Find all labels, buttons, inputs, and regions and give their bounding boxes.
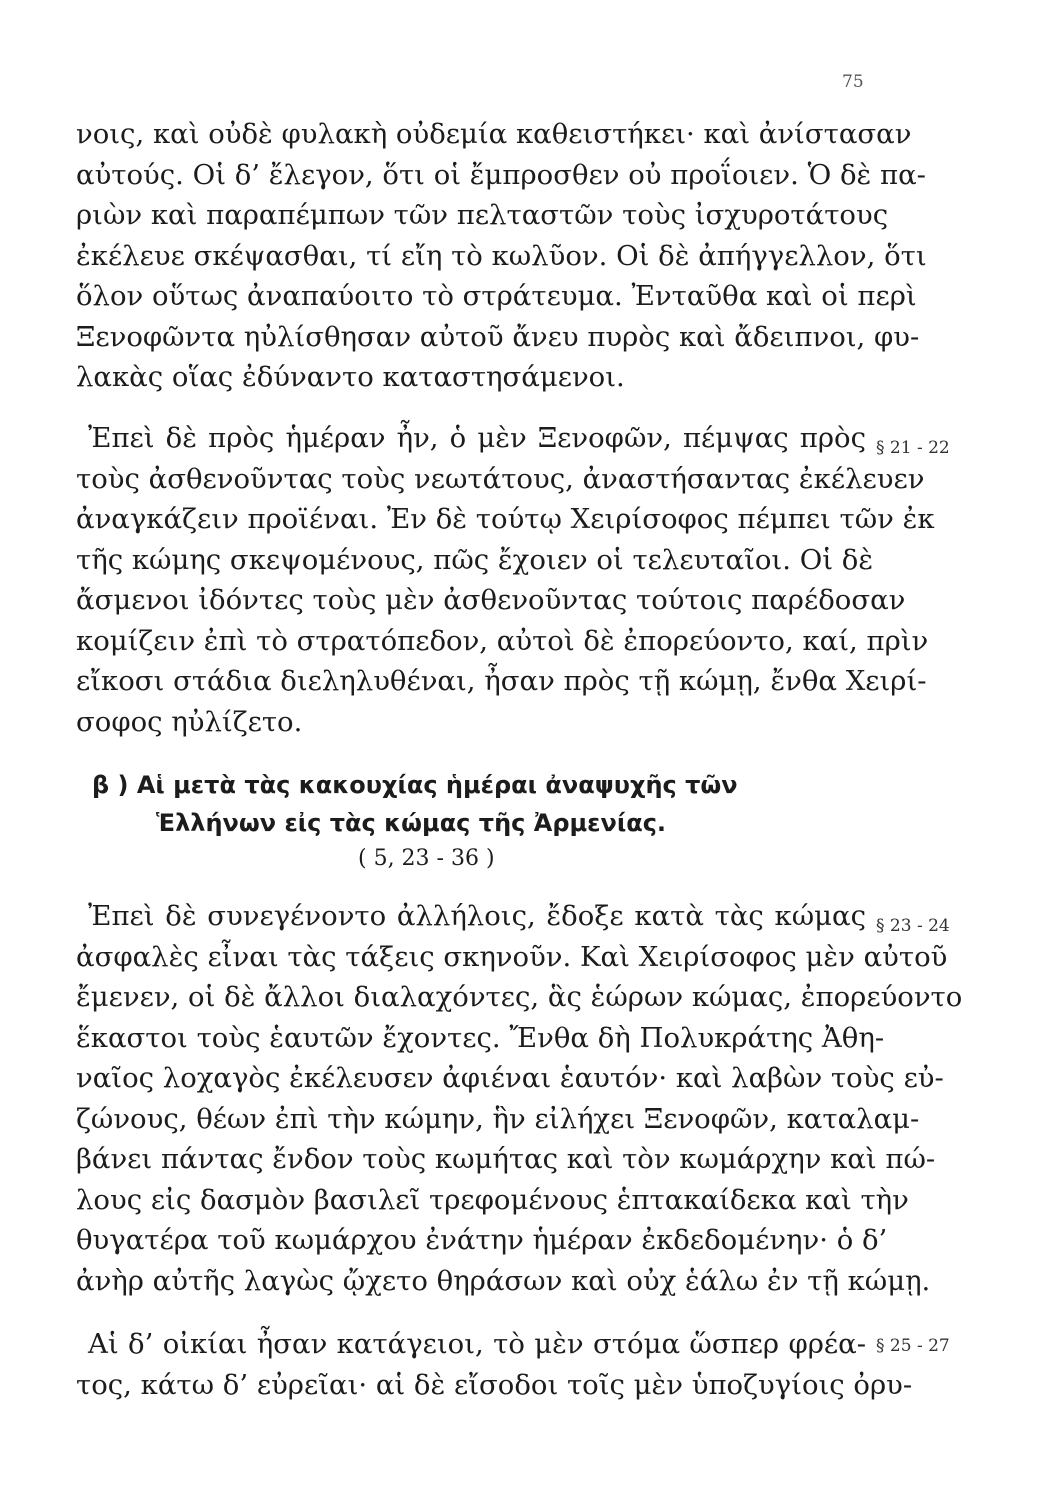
text-line: ἀσφαλὲς εἶναι τὰς τάξεις σκηνοῦν. Καὶ Χειρίσοφος μὲν αὐτοῦ — [76, 940, 948, 973]
text-line: ἐκέλευε σκέψασθαι, τί εἴη τὸ κωλῦον. Οἱ δὲ ἀπήγγελλον, ὅτι — [76, 239, 927, 272]
text-line: ἕκαστοι τοὺς ἑαυτῶν ἔχοντες. Ἔνθα δὴ Πολυκράτης Ἀθη- — [76, 1021, 885, 1054]
text-line: λακὰς οἵας ἐδύναντο καταστησάμενοι. — [76, 361, 625, 393]
margin-note: § 21 - 22 — [876, 438, 950, 458]
text-line: θυγατέρα τοῦ κωμάρχου ἐνάτην ἡμέραν ἐκδεδομένην· ὁ δ’ — [76, 1224, 888, 1256]
text-line: σοφος ηὐλίζετο. — [76, 705, 303, 738]
text-line: νοις, καὶ οὐδὲ φυλακὴ οὐδεμία καθειστήκει· καὶ ἀνίστασαν — [76, 118, 912, 150]
text-line: ριὼν καὶ παραπέμπων τῶν πελταστῶν τοὺς ἰσχυροτάτους — [76, 199, 889, 231]
paragraph-1 — [76, 114, 927, 398]
text-line: ἀναγκάζειν προϊέναι. Ἐν δὲ τούτῳ Χειρίσοφος πέμπει τῶν ἐκ — [76, 503, 935, 535]
text-line: Αἱ δ’ οἰκίαι ἦσαν κατάγειοι, τὸ μὲν στόμα ὥσπερ φρέα- — [88, 1328, 866, 1360]
margin-note: § 25 - 27 — [876, 1336, 950, 1356]
text-line: βάνει πάντας ἔνδον τοὺς κωμήτας καὶ τὸν κωμάρχην καὶ πώ- — [76, 1143, 936, 1175]
text-line: εἴκοσι στάδια διεληλυθέναι, ἦσαν πρὸς τῇ κώμῃ, ἔνθα Χειρί- — [76, 665, 927, 697]
section-heading-line: β ) Αἱ μετὰ τὰς κακουχίας ἡμέραι ἀναψυχῆς τῶν — [92, 771, 738, 799]
text-line: αὐτούς. Οἱ δ’ ἔλεγον, ὅτι οἱ ἔμπροσθεν οὐ προΐοιεν. Ὁ δὲ πα- — [76, 158, 926, 191]
text-line: ἀνὴρ αὐτῆς λαγὼς ᾤχετο θηράσων καὶ οὐχ ἑάλω ἐν τῇ κώμῃ. — [76, 1264, 931, 1297]
text-line: Ἐπεὶ δὲ συνεγένοντο ἀλλήλοις, ἔδοξε κατὰ τὰς κώμας — [88, 900, 866, 932]
text-line: ζώνους, θέων ἐπὶ τὴν κώμην, ἣν εἰλήχει Ξενοφῶν, καταλαμ- — [76, 1102, 920, 1135]
text-line: τοὺς ἀσθενοῦντας τοὺς νεωτάτους, ἀναστήσαντας ἐκέλευεν — [76, 462, 925, 495]
text-line: Ἐπεὶ δὲ πρὸς ἡμέραν ἦν, ὁ μὲν Ξενοφῶν, πέμψας πρὸς — [88, 422, 866, 454]
text-line: λους εἰς δασμὸν βασιλεῖ τρεφομένους ἑπτακαίδεκα καὶ τὴν — [76, 1183, 909, 1216]
text-line: ὅλον οὕτως ἀναπαύοιτο τὸ στράτευμα. Ἐνταῦθα καὶ οἱ περὶ — [76, 280, 917, 312]
text-line: ναῖος λοχαγὸς ἐκέλευσεν ἀφιέναι ἑαυτόν· καὶ λαβὼν τοὺς εὐ- — [76, 1062, 944, 1094]
section-reference: ( 5, 23 - 36 ) — [358, 846, 495, 871]
text-line: τῆς κώμης σκεψομένους, πῶς ἔχοιεν οἱ τελευταῖοι. Οἱ δὲ — [76, 543, 874, 576]
text-line: Ξενοφῶντα ηὐλίσθησαν αὐτοῦ ἄνευ πυρὸς καὶ ἄδειπνοι, φυ- — [76, 320, 920, 353]
page-number: 75 — [842, 72, 864, 92]
section-heading-line: Ἑλλήνων εἰς τὰς κώμας τῆς Ἀρμενίας. — [156, 809, 667, 837]
text-line: ἄσμενοι ἰδόντες τοὺς μὲν ἀσθενοῦντας τούτοις παρέδοσαν — [76, 584, 906, 616]
text-line: τος, κάτω δ’ εὐρεῖαι· αἱ δὲ εἴσοδοι τοῖς μὲν ὑποζυγίοις ὀρυ- — [76, 1368, 913, 1401]
text-line: κομίζειν ἐπὶ τὸ στρατόπεδον, αὐτοὶ δὲ ἐπορεύοντο, καί, πρὶν — [76, 624, 929, 657]
margin-note: § 23 - 24 — [876, 916, 950, 936]
text-line: ἔμενεν, οἱ δὲ ἄλλοι διαλαχόντες, ἃς ἑώρων κώμας, ἐπορεύοντο — [76, 981, 963, 1013]
section-heading — [92, 766, 852, 842]
